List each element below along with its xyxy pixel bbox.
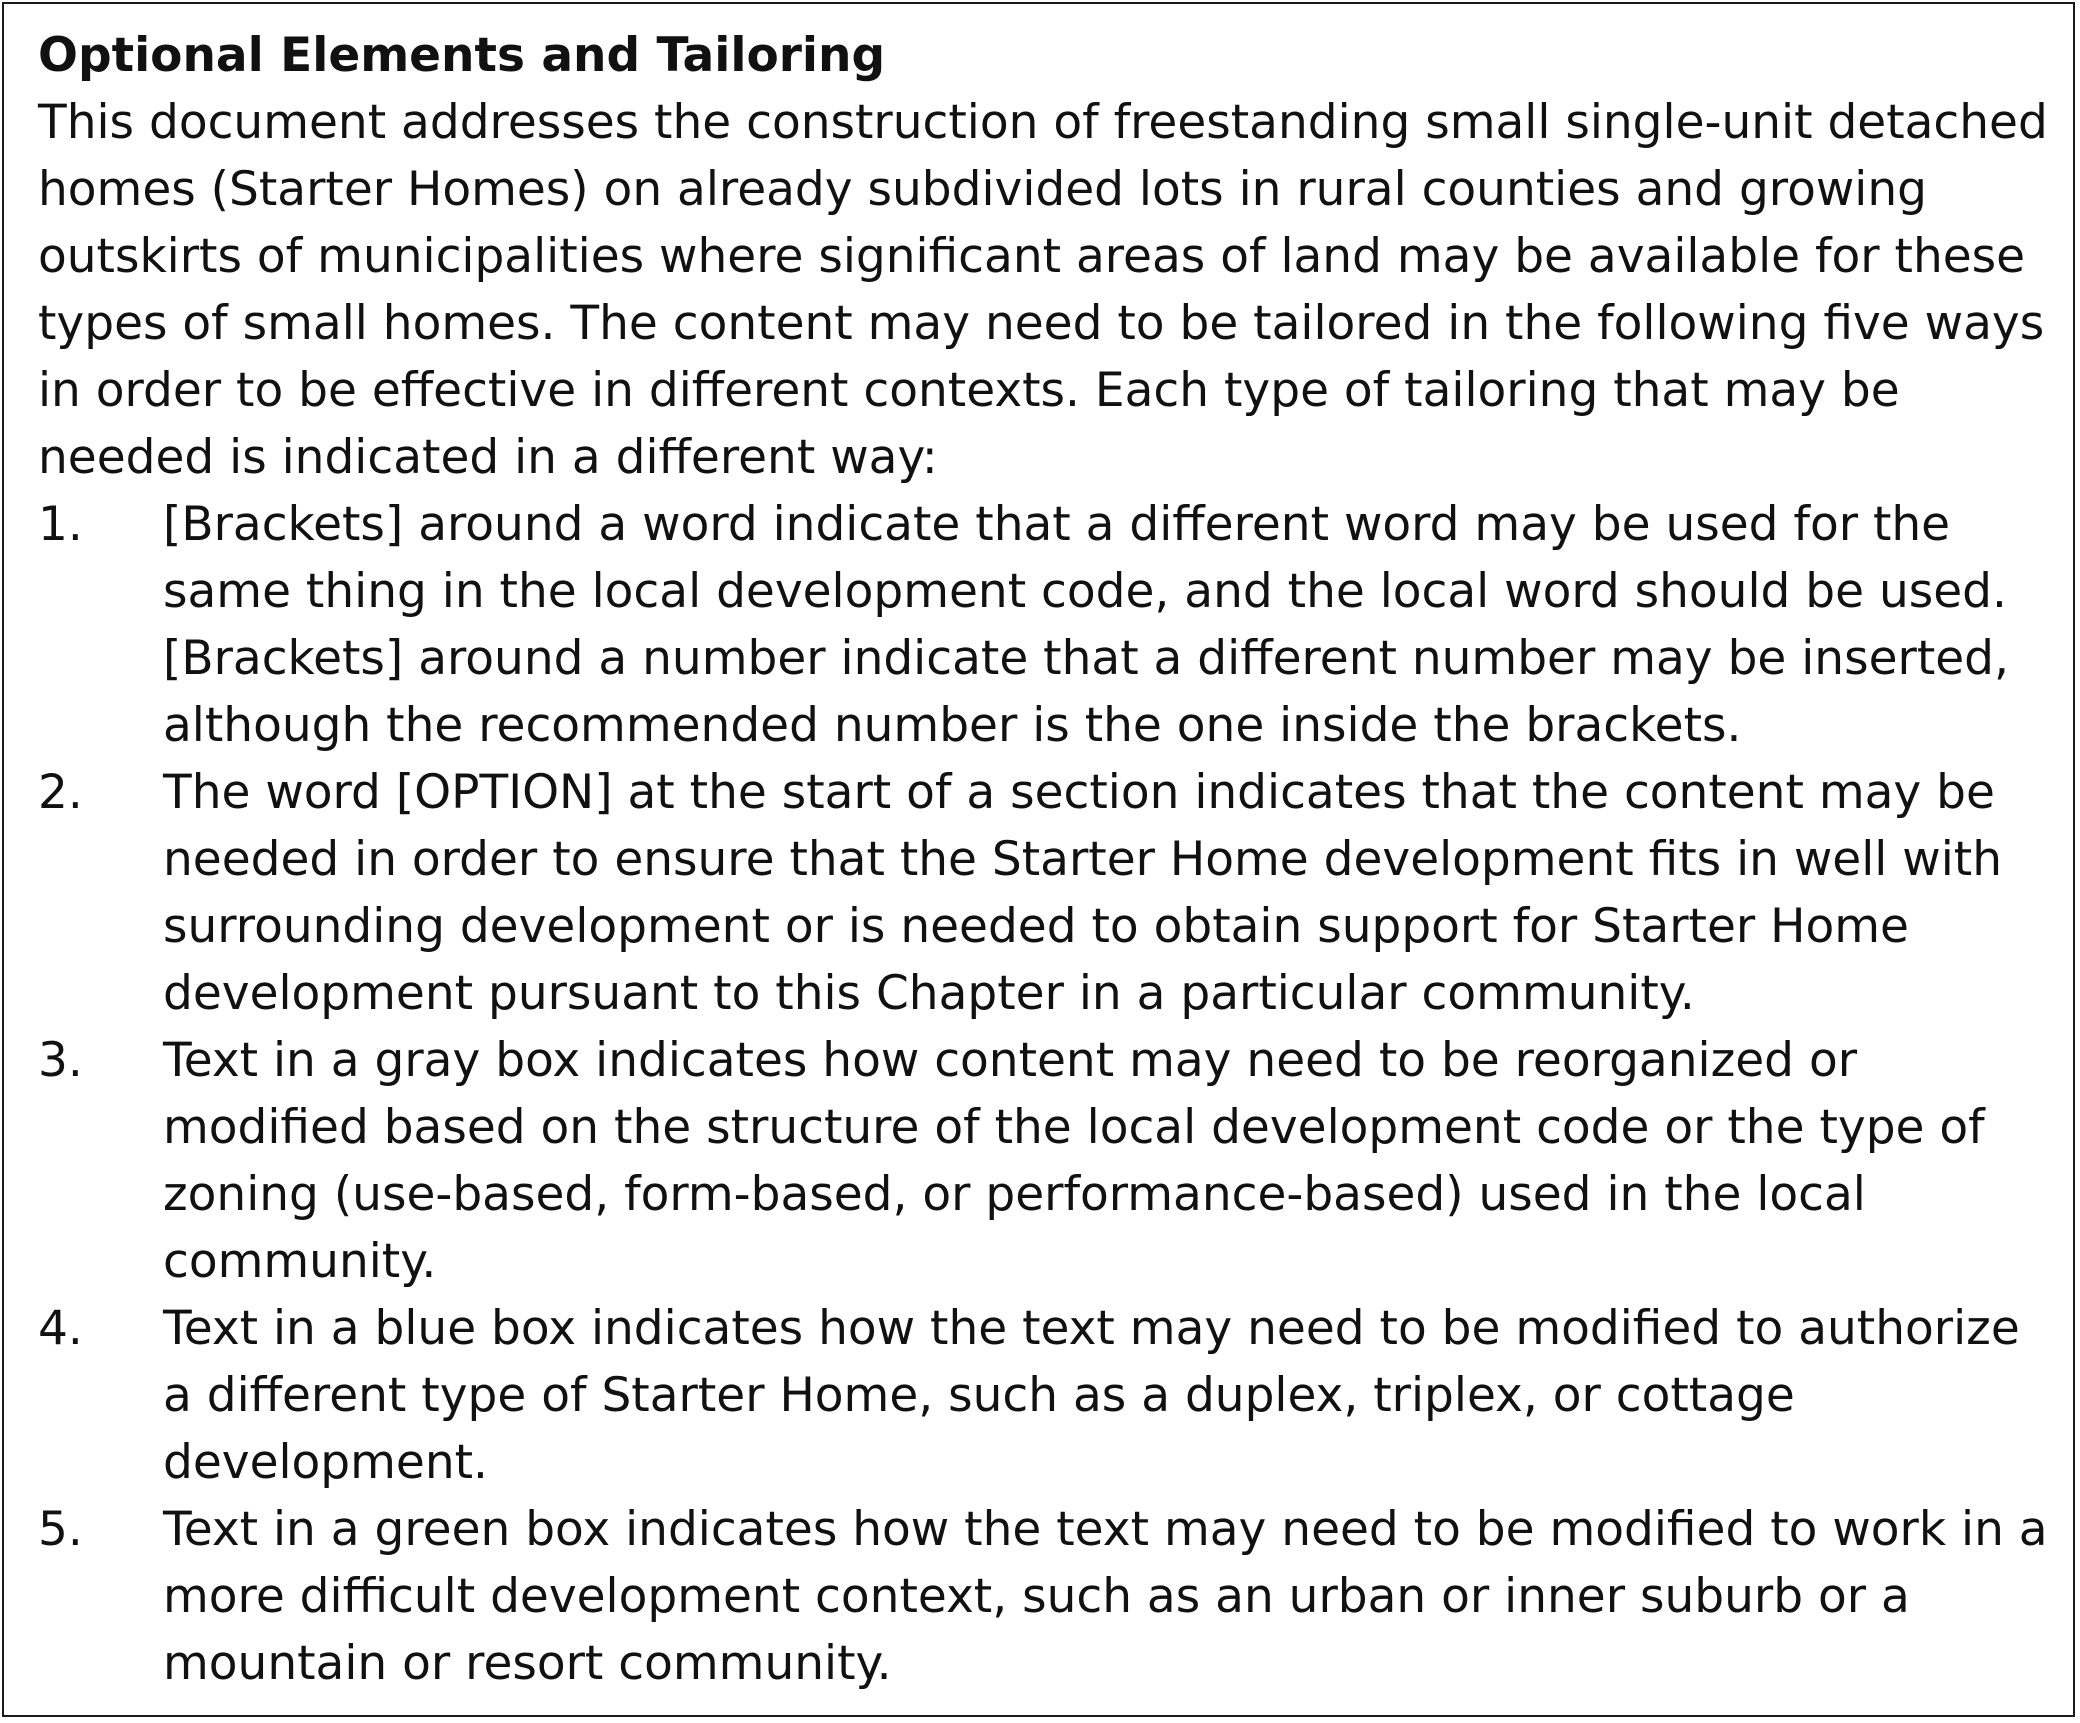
list-item-number: 2.: [38, 765, 83, 820]
list-item: [38, 1295, 2048, 1496]
document-box: [2, 2, 2075, 1717]
list-item: [38, 759, 2048, 1027]
tailoring-list: [38, 491, 2048, 1697]
list-item-text: Text in a green box indicates how the text may need to be modified to work in a more difficult development context, such as an urban or inner suburb or a mountain or resort community.: [163, 1502, 2048, 1691]
list-item-number: 4.: [38, 1301, 83, 1356]
list-item-text: [Brackets] around a word indicate that a different word may be used for the same thing in the local development code, and the local word should be used. [Brackets] around a number indicate that a different number may be inserted, although the recommended number is the one inside the brackets.: [163, 497, 2009, 753]
list-item-number: 3.: [38, 1033, 83, 1088]
list-item: [38, 491, 2048, 759]
list-item-number: 1.: [38, 497, 83, 552]
document-content: [38, 22, 2048, 1697]
list-item-text: Text in a blue box indicates how the text may need to be modified to authorize a different type of Starter Home, such as a duplex, triplex, or cottage development.: [163, 1301, 2020, 1490]
intro-paragraph: This document addresses the construction of freestanding small single-unit detached homes (Starter Homes) on already subdivided lots in rural counties and growing outskirts of municipalities where significant areas of land may be available for these types of small homes. The content may need to be tailored in the following five ways in order to be effective in different contexts. Each type of tailoring that may be needed is indicated in a different way:: [38, 95, 2048, 485]
list-item-text: Text in a gray box indicates how content may need to be reorganized or modified based on the structure of the local development code or the type of zoning (use-based, form-based, or performance-based) used in the local community.: [163, 1033, 1985, 1289]
section-heading: Optional Elements and Tailoring: [38, 28, 886, 83]
list-item-number: 5.: [38, 1502, 83, 1557]
list-item-text: The word [OPTION] at the start of a section indicates that the content may be needed in order to ensure that the Starter Home development fits in well with surrounding development or is needed to obtain support for Starter Home development pursuant to this Chapter in a particular community.: [163, 765, 2002, 1021]
list-item: [38, 1496, 2048, 1697]
list-item: [38, 1027, 2048, 1295]
